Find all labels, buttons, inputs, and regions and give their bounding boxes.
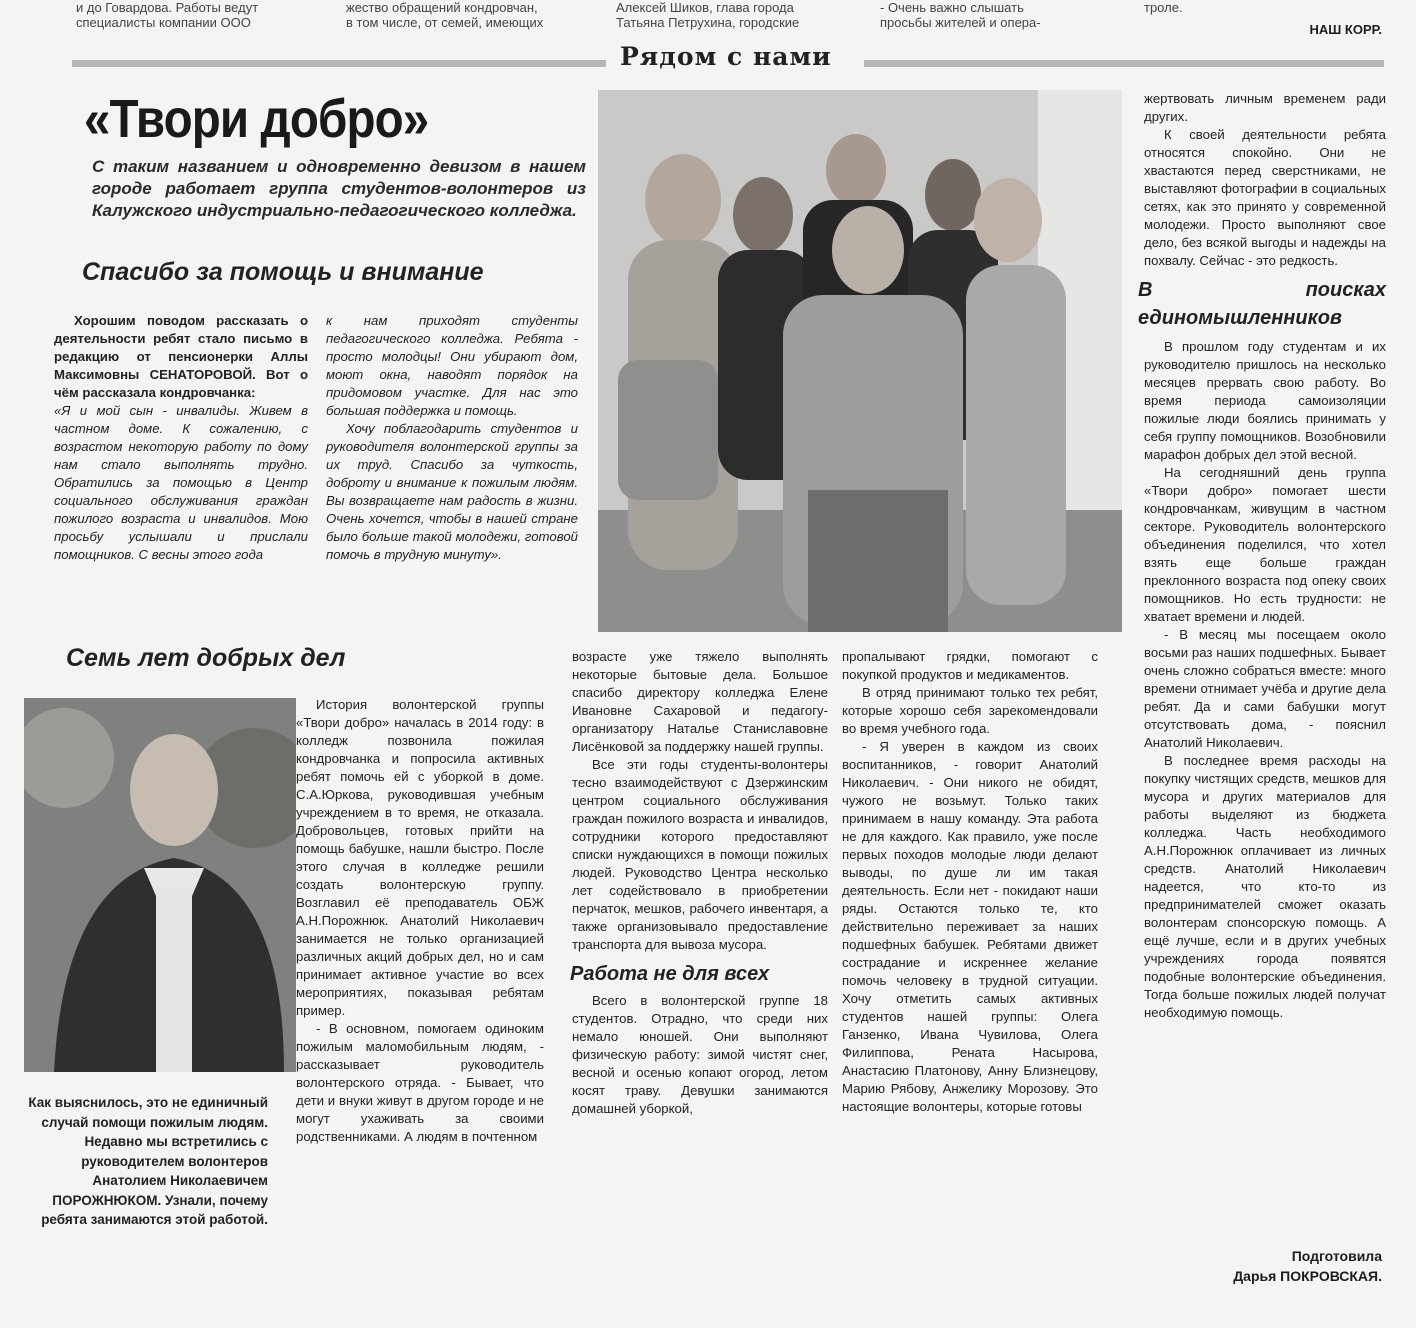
story-paragraph-3: возрасте уже тяжело выполнять некоторые бытовые дела. Большое спасибо директору колледжа Елене Ивановне Сахаровой и педагогу-организатору Наталье Станиславовне Лисёнковой за поддержку нашей группы. (572, 649, 828, 754)
signature-label: Подготовила (1291, 1248, 1382, 1264)
section-heading-not-for-all: Работа не для всех (570, 963, 770, 985)
section2-col-b (572, 648, 828, 1118)
right-paragraph-3: На сегодняшний день группа «Твори добро» помогает шести кондровчанкам, живущим в частном секторе. Руководитель волонтерского объединения поделился, что хотел взять еще больше граждан преклонного возраста под опеку своих помощников. Но есть трудности: не хватает времени и людей. (1144, 465, 1386, 624)
right-column (1138, 90, 1386, 1022)
article-lead: С таким названием и одновременно девизом в нашем городе работает группа студентов-волонтеров из Калужского индустриально-педагогического колледжа. (92, 157, 586, 220)
section1-col-right (326, 312, 578, 564)
letter-intro: Хорошим поводом рассказать о деятельности ребят стало письмо в редакцию от пенсионерки Аллы Максимовны СЕНАТОРОВОЙ. Вот о чём рассказала кондровчанка: (54, 313, 308, 400)
right-paragraph-4: - В месяц мы посещаем около восьми раз наших подшефных. Бывает очень сложно собраться вместе: много времени отнимает учёба и другие дела ребят. Да и сами бабушки могут отсутствовать дома, - пояснил Анатолий Николаевич. (1144, 627, 1386, 750)
portrait-photo-illustration (24, 698, 296, 1072)
group-photo-illustration (598, 90, 1122, 632)
section2-col-a (296, 696, 544, 1146)
rubric-rule-right (864, 60, 1384, 67)
article-title: «Твори добро» (84, 89, 429, 149)
prev-article-col-3: Алексей Шиков, глава города Татьяна Петрухина, городские (616, 0, 800, 30)
letter-paragraph-1: «Я и мой сын - инвалиды. Живем в частном доме. К сожалению, с возрастом некоторую работу по дому нам стало выполнять трудно. Обратились за помощью в Центр социального обслуживания граждан пожилого возраста и инвалидов. Мою просьбу услышали и прислали помощников. С весны этого года (54, 403, 308, 562)
story-paragraph-6: пропалывают грядки, помогают с покупкой продуктов и медикаментов. (842, 649, 1098, 682)
prev-byline: НАШ КОРР. (1309, 22, 1382, 37)
prev-article-col-2: жество обращений кондровчан, в том числе, от семей, имеющих (346, 0, 544, 30)
right-paragraph-1: К своей деятельности ребята относятся спокойно. Они не хвастаются перед сверстниками, не выставляют фотографии в социальных сетях, как это принято у современной молодежи. Просто выполняют свое дело, без всякой выгоды и надежды на похвалу. Сейчас - это редкость. (1144, 127, 1386, 268)
story-paragraph-2: - В основном, помогаем одиноким пожилым маломобильным людям, - рассказывает руководитель волонтерского отряда. - Бывает, что дети и внуки живут в другом городе и не могут ухаживать за своими родственниками. А людям в почтенном (296, 1021, 544, 1144)
right-paragraph-0: жертвовать личным временем ради других. (1144, 91, 1386, 124)
section-heading-seven-years: Семь лет добрых дел (66, 644, 346, 672)
author-signature (1233, 1246, 1382, 1286)
letter-paragraph-2: к нам приходят студенты педагогического колледжа. Ребята - просто молодцы! Они убирают дом, моют окна, наводят порядок на придомовом участке. Для нас это большая поддержка и помощь. (326, 313, 578, 418)
story-paragraph-4: Все эти годы студенты-волонтеры тесно взаимодействуют с Дзержинским центром социального обслуживания граждан пожилого возраста и инвалидов, сотрудники которого предоставляют списки нуждающихся в помощи пожилых людей. Руководство Центра несколько лет содействовало в приобретении перчаток, мешков, рабочего инвентаря, а также организовывало предоставление транспорта для вывоза мусора. (572, 757, 828, 952)
group-photo (598, 90, 1122, 632)
signature-name: Дарья ПОКРОВСКАЯ. (1233, 1268, 1382, 1284)
section-heading-thanks: Спасибо за помощь и внимание (82, 258, 484, 286)
right-paragraph-5: В последнее время расходы на покупку чистящих средств, мешков для мусора и других материалов для работы выделяют из бюджета колледжа. Часть необходимого А.Н.Порожнюк оплачивает из личных средств. Анатолий Николаевич надеется, что кто-то из предпринимателей сможет оказать волонтерам спонсорскую помощь. А ещё лучше, если и в других учебных учреждениях города появятся подобные волонтерские объединения. Тогда больше пожилых людей получат необходимую помощь. (1144, 753, 1386, 1020)
prev-article-col-5: троле. (1144, 0, 1183, 15)
story-paragraph-8: - Я уверен в каждом из своих воспитанников, - говорит Анатолий Николаевич. - Они никого не обидят, чужого не возьмут. Только таких принимаем в нашу команду. Эта работа не для каждого. Как правило, уже после первых походов молодые люди делают выводы, по душе ли им такая деятельность. Если нет - покидают наши ряды. Остаются только те, кто действительно переживает за наших подшефных бабушек. Ребятами движет сострадание и искреннее желание помочь человеку в трудной ситуации. Хочу отметить самых активных студентов нашей группы: Олега Ганзенко, Ивана Чувилова, Олега Филиппова, Рената Насырова, Анастасию Платонову, Анну Близнецову, Марию Рябову, Анжелику Морозову. Это настоящие волонтеры, которые готовы (842, 739, 1098, 1114)
section1-col-left (54, 312, 308, 564)
section2-col-c (842, 648, 1098, 1116)
story-paragraph-7: В отряд принимают только тех ребят, которые хорошо себя зарекомендовали во время учебного года. (842, 685, 1098, 736)
section-heading-search: В поисках единомышленников (1138, 279, 1386, 329)
letter-paragraph-3: Хочу поблагодарить студентов и руководителя волонтерской группы за их труд. Спасибо за чуткость, доброту и внимание к пожилым людям. Вы возвращаете нам радость в жизни. Очень хочется, чтобы в нашей стране было больше такой молодежи, готовой помочь в трудную минуту». (326, 421, 578, 562)
rubric-rule-left (72, 60, 606, 67)
story-paragraph-1: История волонтерской группы «Твори добро» началась в 2014 году: в колледж позвонила пожилая кондровчанка и попросила активных ребят помочь ей с уборкой в доме. С.А.Юркова, руководившая учебным учреждением в то время, не отказала. Добровольцев, готовых прийти на помощь бабушке, нашли быстро. После этого случая в колледже решили создать волонтерскую группу. Возглавил её преподаватель ОБЖ А.Н.Порожнюк. Анатолий Николаевич занимается не только организацией различных акций добрых дел, но и сам принимает активное участие во всех мероприятиях, показывая ребятам пример. (296, 697, 544, 1018)
prev-article-col-1: и до Говардова. Работы ведут специалисты компании ООО (76, 0, 259, 30)
rubric-label: Рядом с нами (620, 42, 832, 71)
portrait-caption: Как выяснилось, это не единичный случай помощи пожилым людям. Недавно мы встретились с руководителем волонтеров Анатолием Николаевичем ПОРОЖНЮКОМ. Узнали, почему ребята занимаются этой работой. (28, 1095, 268, 1227)
prev-article-col-4: - Очень важно слышать просьбы жителей и опера- (880, 0, 1041, 30)
story-paragraph-5: Всего в волонтерской группе 18 студентов. Отрадно, что среди них немало юношей. Они выполняют физическую работу: зимой чистят снег, весной и осенью копают огород, летом косят траву. Девушки занимаются домашней уборкой, (572, 993, 828, 1116)
portrait-photo (24, 698, 296, 1072)
right-paragraph-2: В прошлом году студентам и их руководителю пришлось на несколько месяцев прервать свою работу. Во время периода самоизоляции пожилые люди боялись принимать у себя группу помощников. Возобновили марафон добрых дел этой весной. (1144, 339, 1386, 462)
